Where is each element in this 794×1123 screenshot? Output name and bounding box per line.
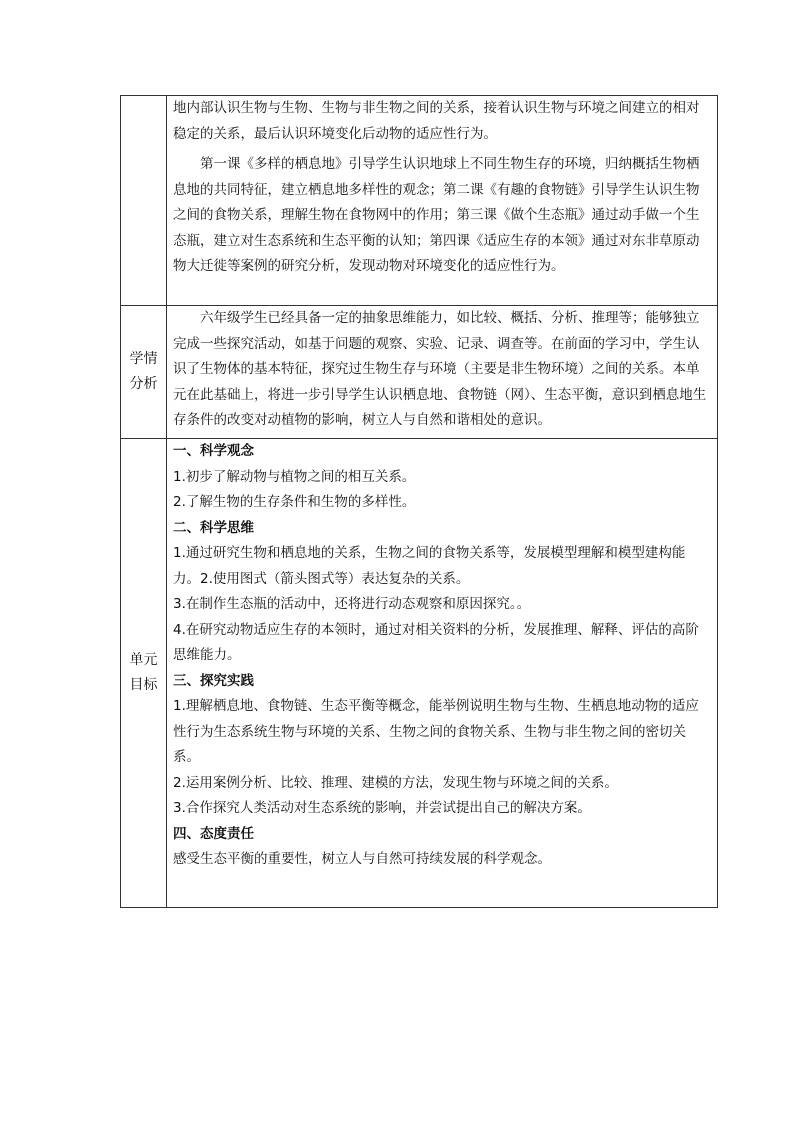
section-heading: 四、态度责任 bbox=[173, 825, 254, 842]
section-heading: 三、探究实践 bbox=[173, 672, 254, 689]
section-heading: 二、科学思维 bbox=[173, 519, 254, 536]
content-paragraph: 第一课《多样的栖息地》引导学生认识地球上不同生物生存的环境，归纳概括生物栖息地的共同特征，建立栖息地多样性的观念；第二课《有趣的食物链》引导学生认识生物之间的食物关系，理解生物在食物网中的作用；第三课《做个生态瓶》通过动手做一个生态瓶，建立对生态系统和生态平衡的认知；第四课《适应生存的本领》通过对东非草原动物大迁徙等案例的研究分析，发现动物对环境变化的适应性行为。 bbox=[173, 156, 700, 274]
goal-item: 3.合作探究人类活动对生态系统的影响，并尝试提出自己的解决方案。 bbox=[173, 800, 591, 816]
student-analysis-cell bbox=[167, 306, 718, 439]
goal-item: 4.在研究动物适应生存的本领时，通过对相关资料的分析，发展推理、解释、评估的高阶思维能力。 bbox=[173, 621, 699, 663]
unit-content-cell bbox=[167, 96, 718, 306]
row-label-unit-goals bbox=[121, 439, 167, 908]
table-row bbox=[121, 96, 718, 306]
section-heading: 一、科学观念 bbox=[173, 443, 254, 459]
goal-item: 1.理解栖息地、食物链、生态平衡等概念，能举例说明生物与生物、生栖息地动物的适应性行为生态系统生物与环境的关系、生物之间的食物关系、生物与非生物之间的密切关系。 bbox=[173, 698, 699, 765]
label-text: 单元 bbox=[129, 652, 158, 668]
content-paragraph: 地内部认识生物与生物、生物与非生物之间的关系，接着认识生物与环境之间建立的相对稳定的关系，最后认识环境变化后动物的适应性行为。 bbox=[173, 100, 700, 142]
goal-item: 2.运用案例分析、比较、推理、建模的方法，发现生物与环境之间的关系。 bbox=[173, 774, 618, 791]
label-text: 目标 bbox=[129, 677, 158, 693]
table-row bbox=[121, 306, 718, 439]
label-text: 学情 bbox=[129, 351, 158, 367]
unit-goals-cell bbox=[167, 439, 718, 908]
goal-item: 2.了解生物的生存条件和生物的多样性。 bbox=[173, 494, 416, 510]
row-label-empty bbox=[121, 96, 167, 306]
goal-item: 1.初步了解动物与植物之间的相互关系。 bbox=[173, 468, 416, 485]
goal-item: 3.在制作生态瓶的活动中，还将进行动态观察和原因探究。。 bbox=[173, 596, 531, 612]
unit-plan-table bbox=[120, 95, 718, 908]
goal-item: 1.通过研究生物和栖息地的关系，生物之间的食物关系等，发展模型理解和模型建构能力。2.使用图式（箭头图式等）表达复杂的关系。 bbox=[173, 545, 686, 587]
row-label-student-analysis bbox=[121, 306, 167, 439]
goal-item: 感受生态平衡的重要性，树立人与自然可持续发展的科学观念。 bbox=[173, 851, 551, 867]
content-paragraph: 六年级学生已经具备一定的抽象思维能力，如比较、概括、分析、推理等；能够独立完成一些探究活动，如基于问题的观察、实验、记录、调查等。在前面的学习中，学生认识了生物体的基本特征，探究过生物生存与环境（主要是非生物环境）之间的关系。本单元在此基础上，将进一步引导学生认识栖息地、食物链（网）、生态平衡，意识到栖息地生存条件的改变对动植物的影响，树立人与自然和谐相处的意识。 bbox=[173, 310, 707, 428]
label-text: 分析 bbox=[129, 376, 158, 392]
table-row bbox=[121, 439, 718, 908]
